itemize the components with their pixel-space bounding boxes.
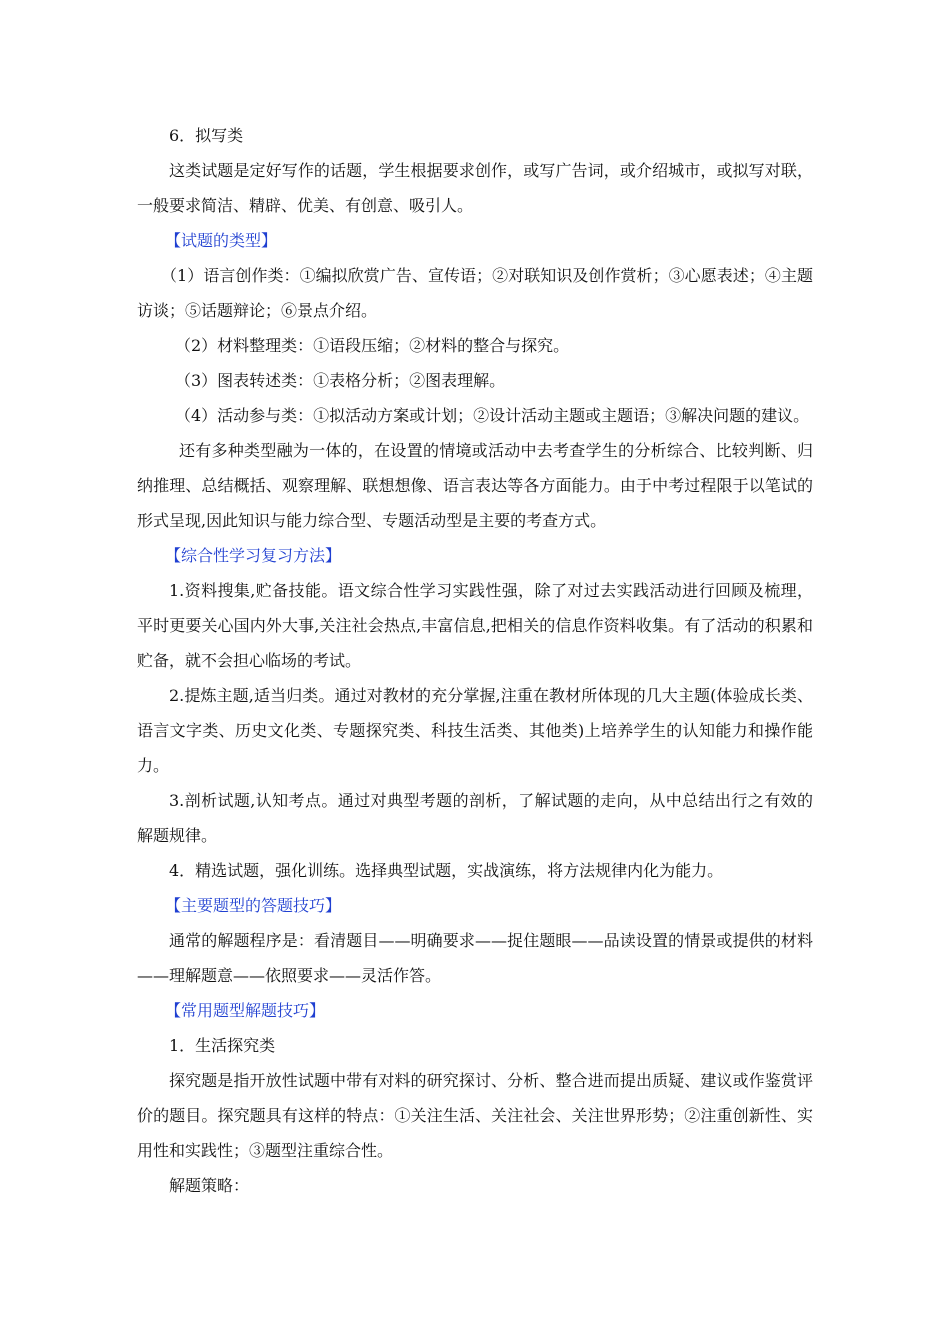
methods-item-3: 3.剖析试题,认知考点。通过对典型考题的剖析，了解试题的走向，从中总结出行之有效的解题规律。 <box>137 791 813 845</box>
methods-item-2: 2.提炼主题,适当归类。通过对教材的充分掌握,注重在教材所体现的几大主题(体验成长类、语言文字类、历史文化类、专题探究类、科技生活类、其他类)上培养学生的认知能力和操作能力。 <box>137 686 813 775</box>
types-item-4: （4）活动参与类：①拟活动方案或计划；②设计活动主题或主题语；③解决问题的建议。 <box>175 406 810 425</box>
types-heading: 【试题的类型】 <box>165 231 278 250</box>
types-item-3: （3）图表转述类：①表格分析；②图表理解。 <box>175 371 506 390</box>
skills-text: 通常的解题程序是：看清题目——明确要求——捉住题眼——品读设置的情景或提供的材料——理解题意——依照要求——灵活作答。 <box>137 931 813 985</box>
types-item-2: （2）材料整理类：①语段压缩；②材料的整合与探究。 <box>175 336 570 355</box>
skills-heading: 【主要题型的答题技巧】 <box>165 896 342 915</box>
methods-item-4: 4．精选试题，强化训练。选择典型试题，实战演练，将方法规律内化为能力。 <box>169 861 724 880</box>
common-heading: 【常用题型解题技巧】 <box>165 1001 326 1020</box>
types-summary: 还有多种类型融为一体的，在设置的情境或活动中去考查学生的分析综合、比较判断、归纳推理、总结概括、观察理解、联想想像、语言表达等各方面能力。由于中考过程限于以笔试的形式呈现,因此知识与能力综合型、专题活动型是主要的考查方式。 <box>137 441 813 530</box>
methods-item-1: 1.资料搜集,贮备技能。语文综合性学习实践性强，除了对过去实践活动进行回顾及梳理，平时更要关心国内外大事,关注社会热点,丰富信息,把相关的信息作资料收集。有了活动的积累和贮备，就不会担心临场的考试。 <box>137 581 813 670</box>
common-sub1: 1．生活探究类 <box>169 1036 276 1055</box>
common-strategy: 解题策略： <box>169 1176 250 1195</box>
document-page <box>137 118 813 1203</box>
common-text: 探究题是指开放性试题中带有对料的研究探讨、分析、整合进而提出质疑、建议或作鉴赏评价的题目。探究题具有这样的特点：①关注生活、关注社会、关注世界形势；②注重创新性、实用性和实践性；③题型注重综合性。 <box>137 1071 813 1160</box>
section-title: 6．拟写类 <box>169 126 244 145</box>
methods-heading: 【综合性学习复习方法】 <box>165 546 342 565</box>
types-item-1: （1）语言创作类：①编拟欣赏广告、宣传语；②对联知识及创作赏析；③心愿表述；④主题访谈；⑤话题辩论；⑥景点介绍。 <box>137 266 813 320</box>
section-intro: 这类试题是定好写作的话题，学生根据要求创作，或写广告词，或介绍城市，或拟写对联，一般要求简洁、精辟、优美、有创意、吸引人。 <box>137 161 813 215</box>
